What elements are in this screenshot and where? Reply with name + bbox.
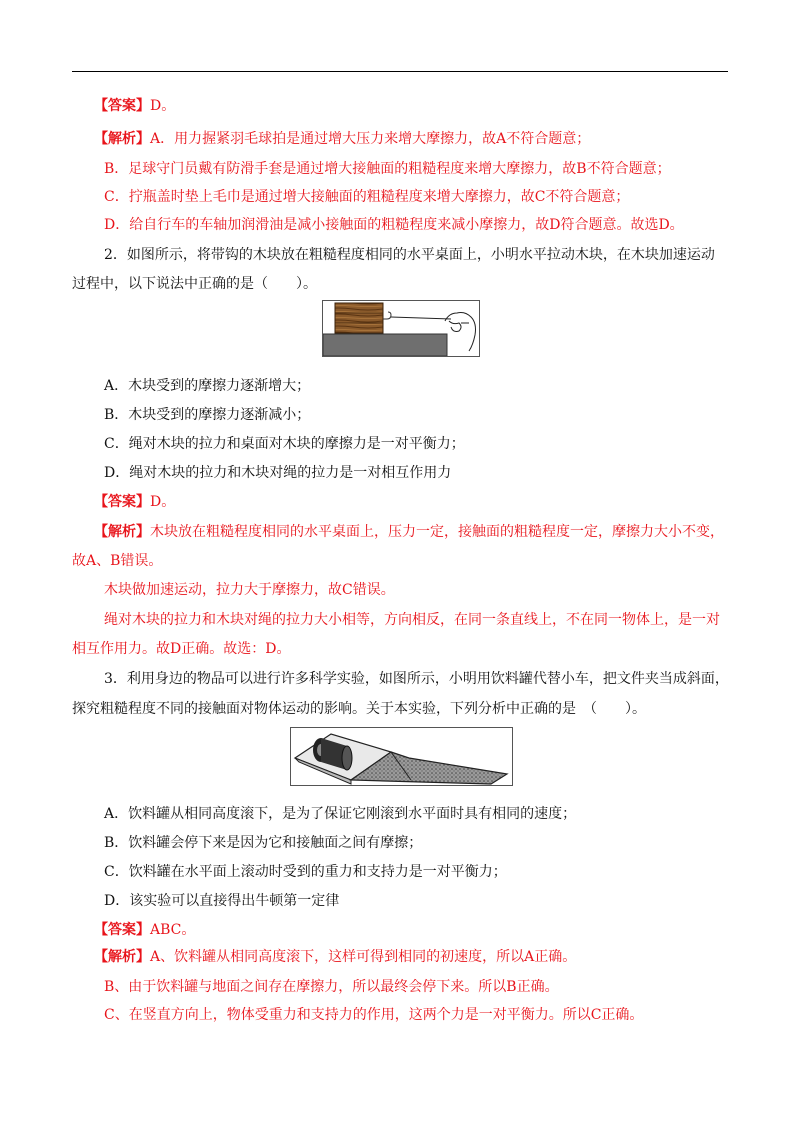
analysis-text: B．足球守门员戴有防滑手套是通过增大接触面的粗糙程度来增大摩擦力，故B不符合题意；	[104, 161, 671, 177]
q2-option	[0, 434, 800, 454]
option-text: D．该实验可以直接得出牛顿第一定律	[104, 893, 340, 909]
q3-answer	[0, 920, 800, 940]
q3-analysis-line	[0, 977, 800, 997]
answer-text: D。	[150, 494, 176, 510]
option-text: D．绳对木块的拉力和木块对绳的拉力是一对相互作用力	[104, 465, 452, 481]
analysis-text: 故A、B错误。	[72, 553, 163, 569]
q1-analysis-line	[0, 215, 800, 235]
figure-can-on-incline	[290, 727, 513, 786]
q2-analysis-line	[0, 639, 800, 659]
analysis-text: A．用力握紧羽毛球拍是通过增大压力来增大摩擦力，故A不符合题意；	[150, 131, 591, 147]
stem-text: 探究粗糙程度不同的接触面对物体运动的影响。关于本实验，下列分析中正确的是 （ ）。	[72, 701, 646, 717]
q2-analysis-line	[0, 551, 800, 571]
option-text: C．绳对木块的拉力和桌面对木块的摩擦力是一对平衡力；	[104, 436, 465, 452]
q3-analysis-line	[0, 1005, 800, 1025]
q2-option	[0, 376, 800, 396]
analysis-text: A、饮料罐从相同高度滚下，这样可得到相同的初速度，所以A正确。	[150, 949, 577, 965]
q2-stem-line	[0, 274, 800, 294]
option-text: B．木块受到的摩擦力逐渐减小；	[104, 407, 311, 423]
stem-text: 过程中，以下说法中正确的是（ ）。	[72, 276, 317, 292]
block-pull-illustration	[323, 301, 479, 356]
analysis-text: D．给自行车的车轴加润滑油是减小接触面的粗糙程度来减小摩擦力，故D符合题意。故选D。	[104, 217, 684, 233]
analysis-tag: 【解析】	[94, 524, 150, 540]
answer-text: D。	[150, 98, 176, 114]
q2-analysis-line	[0, 580, 800, 600]
header-rule	[72, 71, 728, 72]
q1-answer	[0, 96, 800, 116]
analysis-text: 绳对木块的拉力和木块对绳的拉力大小相等，方向相反，在同一条直线上，不在同一物体上，是一对	[104, 612, 720, 628]
q1-analysis-line	[0, 129, 800, 149]
can-incline-illustration	[291, 728, 512, 785]
analysis-text: 相互作用力。故D正确。故选：D。	[72, 641, 291, 657]
option-text: A．木块受到的摩擦力逐渐增大；	[104, 378, 311, 394]
analysis-tag: 【解析】	[94, 131, 150, 147]
q2-analysis-line	[0, 522, 800, 542]
answer-tag: 【答案】	[94, 98, 150, 114]
q2-answer	[0, 492, 800, 512]
q2-option	[0, 405, 800, 425]
stem-text: 2．如图所示，将带钩的木块放在粗糙程度相同的水平桌面上，小明水平拉动木块，在木块加速运动	[104, 247, 715, 263]
analysis-tag: 【解析】	[94, 949, 150, 965]
option-text: C．饮料罐在水平面上滚动时受到的重力和支持力是一对平衡力；	[104, 864, 507, 880]
q2-option	[0, 463, 800, 483]
answer-tag: 【答案】	[94, 922, 150, 938]
q2-analysis-line	[0, 610, 800, 630]
analysis-text: C、在竖直方向上，物体受重力和支持力的作用，这两个力是一对平衡力。所以C正确。	[104, 1007, 644, 1023]
q3-option	[0, 891, 800, 911]
q3-option	[0, 804, 800, 824]
figure-block-on-table	[322, 300, 480, 357]
q3-analysis-line	[0, 947, 800, 967]
q1-analysis-line	[0, 187, 800, 207]
answer-tag: 【答案】	[94, 494, 150, 510]
q3-option	[0, 833, 800, 853]
q3-stem-line	[0, 699, 800, 719]
q1-analysis-line	[0, 159, 800, 179]
answer-text: ABC。	[150, 922, 196, 938]
option-text: A．饮料罐从相同高度滚下，是为了保证它刚滚到水平面时具有相同的速度；	[104, 806, 577, 822]
stem-text: 3．利用身边的物品可以进行许多科学实验，如图所示，小明用饮料罐代替小车，把文件夹当成斜面，	[104, 671, 729, 687]
analysis-text: C．拧瓶盖时垫上毛巾是通过增大接触面的粗糙程度来增大摩擦力，故C不符合题意；	[104, 189, 630, 205]
analysis-text: B、由于饮料罐与地面之间存在摩擦力，所以最终会停下来。所以B正确。	[104, 979, 559, 995]
analysis-text: 木块放在粗糙程度相同的水平桌面上，压力一定，接触面的粗糙程度一定，摩擦力大小不变，	[150, 524, 724, 540]
q3-option	[0, 862, 800, 882]
analysis-text: 木块做加速运动，拉力大于摩擦力，故C错误。	[104, 582, 395, 598]
option-text: B．饮料罐会停下来是因为它和接触面之间有摩擦；	[104, 835, 423, 851]
q3-stem-line	[0, 669, 800, 689]
q2-stem-line	[0, 245, 800, 265]
